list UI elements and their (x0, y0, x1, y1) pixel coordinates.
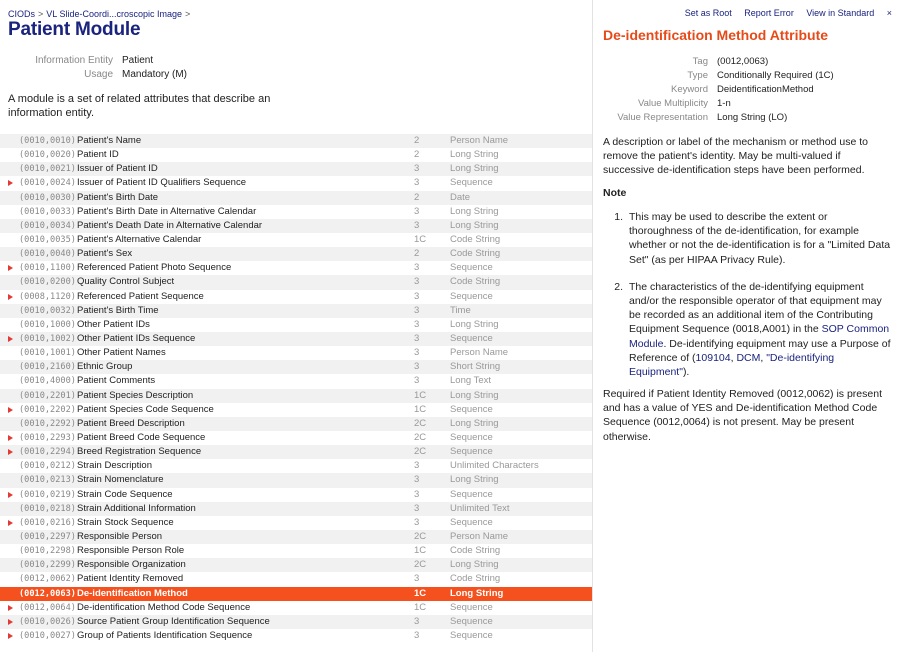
attribute-tag: (0010,2297) (19, 531, 76, 542)
attribute-type: 2C (414, 559, 427, 571)
table-row[interactable] (0, 431, 592, 445)
table-row[interactable] (0, 318, 592, 332)
property-value: DeidentificationMethod (717, 84, 814, 95)
note-text-part: . De-identifying equipment may use a Purpose of Reference of ( (629, 337, 891, 364)
attribute-vr: Long String (450, 205, 499, 217)
property-row (593, 83, 834, 97)
attribute-tag: (0010,0024) (19, 178, 76, 189)
table-row[interactable] (0, 134, 592, 148)
attribute-type: 2C (414, 530, 427, 542)
property-row (593, 97, 834, 111)
attribute-type: 1C (414, 601, 427, 613)
table-row[interactable] (0, 488, 592, 502)
attribute-tag: (0010,2294) (19, 447, 76, 458)
attribute-vr: Long String (450, 559, 499, 571)
property-value: (0012,0063) (717, 56, 769, 67)
attribute-vr: Code String (450, 573, 501, 585)
meta-key: Information Entity (35, 55, 113, 66)
table-row[interactable] (0, 205, 592, 219)
attribute-type: 3 (414, 163, 420, 175)
attribute-tag: (0010,4000) (19, 376, 76, 387)
attribute-vr: Sequence (450, 290, 493, 302)
attribute-tag: (0010,1001) (19, 348, 76, 359)
breadcrumb (8, 9, 193, 19)
attribute-tag: (0008,1120) (19, 291, 76, 302)
table-row[interactable] (0, 233, 592, 247)
attribute-type: 3 (414, 347, 420, 359)
attribute-vr: Person Name (450, 530, 509, 542)
table-row[interactable] (0, 191, 592, 205)
code-meaning-link[interactable]: "De-identifying Equipment" (629, 351, 835, 379)
attribute-vr: Long String (450, 389, 499, 401)
attribute-name: Other Patient IDs Sequence (77, 332, 196, 344)
attribute-vr: Sequence (450, 177, 493, 189)
breadcrumb-iod[interactable]: VL Slide-Coordi...croscopic Image (46, 9, 182, 19)
attribute-vr: Date (450, 191, 471, 203)
attribute-vr: Long String (450, 318, 499, 330)
attribute-type: 3 (414, 460, 420, 472)
coding-scheme-link[interactable]: DCM (736, 351, 761, 364)
attribute-vr: Sequence (450, 403, 493, 415)
table-row[interactable] (0, 304, 592, 318)
attribute-name: Responsible Organization (77, 559, 186, 571)
table-row[interactable] (0, 346, 592, 360)
property-key: Value Multiplicity (637, 98, 708, 109)
table-row[interactable] (0, 572, 592, 586)
table-row[interactable] (0, 558, 592, 572)
attribute-name: Issuer of Patient ID Qualifiers Sequence (77, 177, 246, 189)
attribute-name: Patient Identity Removed (77, 573, 184, 585)
attribute-tag: (0010,0021) (19, 164, 76, 175)
table-row[interactable] (0, 473, 592, 487)
meta-row (0, 68, 187, 82)
table-row[interactable] (0, 275, 592, 289)
attribute-tag: (0010,0034) (19, 220, 76, 231)
attribute-vr: Code String (450, 248, 501, 260)
attribute-tag: (0012,0064) (19, 602, 76, 613)
attribute-vr: Long String (450, 163, 499, 175)
attribute-tag: (0010,2298) (19, 546, 76, 557)
attribute-name: Issuer of Patient ID (77, 163, 158, 175)
attribute-name: Patient's Birth Date in Alternative Calendar (77, 205, 257, 217)
table-row[interactable] (0, 516, 592, 530)
attribute-name: Other Patient IDs (77, 318, 150, 330)
attribute-vr: Sequence (450, 488, 493, 500)
attribute-tag: (0010,0212) (19, 461, 76, 472)
attribute-vr: Person Name (450, 135, 509, 146)
note-item (603, 280, 893, 379)
attribute-type: 3 (414, 177, 420, 189)
attribute-tag: (0010,1100) (19, 263, 76, 274)
meta-row (0, 54, 187, 68)
attribute-type: 1C (414, 389, 427, 401)
table-row[interactable] (0, 162, 592, 176)
attribute-type: 3 (414, 516, 420, 528)
expand-arrow-icon[interactable] (8, 492, 13, 498)
close-icon[interactable]: × (886, 8, 892, 18)
breadcrumb-ciods[interactable]: CIODs (8, 9, 35, 19)
table-row[interactable] (0, 615, 592, 629)
attribute-vr: Long String (450, 149, 499, 161)
attribute-vr: Long String (450, 219, 499, 231)
attribute-vr: Sequence (450, 615, 493, 627)
attribute-tag: (0010,2160) (19, 362, 76, 373)
attribute-vr: Code String (450, 233, 501, 245)
table-row[interactable] (0, 148, 592, 162)
attribute-tag: (0010,0030) (19, 192, 76, 203)
table-row[interactable] (0, 417, 592, 431)
property-key: Value Representation (617, 112, 708, 123)
expand-arrow-icon[interactable] (8, 435, 13, 441)
expand-arrow-icon[interactable] (8, 294, 13, 300)
property-row (593, 69, 834, 83)
attribute-type: 1C (414, 545, 427, 557)
attribute-type: 2 (414, 191, 420, 203)
attribute-name: De-identification Method Code Sequence (77, 601, 251, 613)
attribute-type: 2 (414, 135, 420, 146)
note-number: 1. (614, 211, 623, 223)
table-row[interactable] (0, 601, 592, 615)
attribute-tag: (0010,0040) (19, 249, 76, 260)
attribute-type: 3 (414, 474, 420, 486)
breadcrumb-separator: > (185, 9, 191, 19)
attribute-name: Referenced Patient Sequence (77, 290, 204, 302)
attribute-name: Patient Breed Description (77, 417, 185, 429)
note-text (629, 280, 893, 379)
attribute-vr: Code String (450, 545, 501, 557)
table-row[interactable] (0, 459, 592, 473)
property-value: Long String (LO) (717, 112, 788, 123)
meta-key: Usage (84, 69, 113, 80)
attribute-type: 2C (414, 417, 427, 429)
attribute-detail-panel (592, 0, 900, 652)
attribute-name: Patient Comments (77, 375, 156, 387)
attribute-name: Breed Registration Sequence (77, 446, 202, 458)
attribute-vr: Long Text (450, 375, 492, 387)
attribute-type: 3 (414, 332, 420, 344)
attribute-type: 3 (414, 205, 420, 217)
attribute-type: 3 (414, 615, 420, 627)
attribute-vr: Sequence (450, 516, 493, 528)
property-key: Tag (692, 56, 708, 67)
attribute-tag: (0010,0032) (19, 305, 76, 316)
table-row[interactable] (0, 530, 592, 544)
attribute-name: Strain Additional Information (77, 502, 196, 514)
note-text-part: ). (682, 366, 690, 379)
expand-arrow-icon[interactable] (8, 449, 13, 455)
attribute-type: 1C (414, 587, 427, 599)
attribute-type: 3 (414, 375, 420, 387)
attribute-type: 3 (414, 262, 420, 274)
expand-arrow-icon[interactable] (8, 407, 13, 413)
attribute-name: Quality Control Subject (77, 276, 175, 288)
attribute-table (0, 134, 592, 643)
note-heading: Note (603, 187, 627, 199)
breadcrumb-separator: > (38, 9, 44, 19)
report-error-link[interactable]: Report Error (744, 8, 794, 18)
attribute-type: 2 (414, 248, 420, 260)
attribute-tag: (0012,0062) (19, 574, 76, 585)
note-text-part: , (760, 351, 767, 364)
attribute-name: Responsible Person Role (77, 545, 185, 557)
attribute-name: De-identification Method (77, 587, 188, 599)
attribute-type: 3 (414, 290, 420, 302)
attribute-type: 3 (414, 219, 420, 231)
expand-arrow-icon[interactable] (8, 180, 13, 186)
attribute-tag: (0010,2299) (19, 560, 76, 571)
attribute-tag: (0010,1000) (19, 319, 76, 330)
attribute-name: Patient Breed Code Sequence (77, 431, 206, 443)
attribute-name: Patient's Sex (77, 248, 133, 260)
table-row[interactable] (0, 176, 592, 190)
table-row[interactable] (0, 403, 592, 417)
attribute-vr: Long String (450, 417, 499, 429)
property-row (593, 111, 834, 125)
attribute-type: 3 (414, 488, 420, 500)
attribute-type: 2C (414, 431, 427, 443)
expand-arrow-icon[interactable] (8, 619, 13, 625)
expand-arrow-icon[interactable] (8, 605, 13, 611)
attribute-type: 3 (414, 318, 420, 330)
note-text-part: The characteristics of the de-identifying equipment and/or the responsible operator of that equipment may be recorded as an additional item of the Contributing Equipment Sequence (0018,A001) in the (629, 280, 882, 336)
note-number: 2. (614, 280, 623, 293)
table-row[interactable] (0, 332, 592, 346)
expand-arrow-icon[interactable] (8, 336, 13, 342)
attribute-tag: (0010,0200) (19, 277, 76, 288)
attribute-tag: (0010,0035) (19, 234, 76, 245)
attribute-tag: (0010,0219) (19, 489, 76, 500)
attribute-name: Group of Patients Identification Sequence (77, 629, 253, 641)
attribute-vr: Sequence (450, 446, 493, 458)
attribute-name: Patient Species Description (77, 389, 194, 401)
attribute-name: Patient's Alternative Calendar (77, 233, 202, 245)
attribute-vr: Unlimited Text (450, 502, 510, 514)
attribute-tag: (0010,0010) (19, 136, 76, 146)
attribute-vr: Sequence (450, 601, 493, 613)
table-row[interactable] (0, 629, 592, 643)
attribute-type: 2 (414, 149, 420, 161)
attribute-vr: Sequence (450, 262, 493, 274)
property-value: Conditionally Required (1C) (717, 70, 834, 81)
attribute-vr: Sequence (450, 332, 493, 344)
attribute-vr: Unlimited Characters (450, 460, 539, 472)
property-key: Keyword (671, 84, 708, 95)
sop-common-module-link[interactable]: SOP Common Module (629, 323, 890, 350)
attribute-tag: (0010,0026) (19, 616, 76, 627)
attribute-tag: (0010,2293) (19, 432, 76, 443)
meta-value: Mandatory (M) (122, 69, 188, 80)
attribute-name: Strain Description (77, 460, 152, 472)
view-in-standard-link[interactable]: View in Standard (806, 8, 875, 18)
attribute-name: Referenced Patient Photo Sequence (77, 262, 232, 274)
attribute-name: Patient's Death Date in Alternative Calendar (77, 219, 263, 231)
attribute-type: 3 (414, 573, 420, 585)
module-meta (0, 54, 187, 82)
attribute-name: Strain Code Sequence (77, 488, 173, 500)
attribute-type: 3 (414, 629, 420, 641)
meta-value: Patient (122, 55, 154, 66)
expand-arrow-icon[interactable] (8, 520, 13, 526)
attribute-name: Ethnic Group (77, 361, 133, 373)
attribute-tag: (0010,2202) (19, 404, 76, 415)
attribute-name: Strain Nomenclature (77, 474, 164, 486)
attribute-vr: Short String (450, 361, 501, 373)
attribute-vr: Long String (450, 587, 504, 599)
attribute-name: Source Patient Group Identification Sequence (77, 615, 270, 627)
attribute-type: 3 (414, 361, 420, 373)
attribute-properties (593, 55, 834, 125)
attribute-tag: (0010,0033) (19, 206, 76, 217)
table-row[interactable] (0, 502, 592, 516)
attribute-name: Patient Species Code Sequence (77, 403, 214, 415)
property-row (593, 55, 834, 69)
attribute-tag: (0010,0216) (19, 517, 76, 528)
attribute-name: Patient ID (77, 149, 119, 161)
attribute-tag: (0010,0020) (19, 150, 76, 161)
set-as-root-link[interactable]: Set as Root (684, 8, 732, 18)
table-row[interactable] (0, 374, 592, 388)
attribute-vr: Time (450, 304, 471, 316)
table-row[interactable] (0, 445, 592, 459)
page-title: Patient Module (8, 19, 141, 40)
table-row[interactable] (0, 247, 592, 261)
property-value: 1-n (717, 98, 731, 109)
notes-list (603, 210, 893, 392)
attribute-type: 2C (414, 446, 427, 458)
table-row[interactable] (0, 360, 592, 374)
module-description: A module is a set of related attributes that describe an information entity. (8, 93, 271, 119)
table-row-selected[interactable] (0, 587, 592, 601)
code-value-link[interactable]: 109104 (695, 351, 731, 364)
property-key: Type (687, 70, 708, 81)
attribute-name: Patient's Birth Time (77, 304, 159, 316)
attribute-vr: Long String (450, 474, 499, 486)
note-text-part: , (730, 351, 737, 364)
attribute-name: Responsible Person (77, 530, 163, 542)
attribute-type: 3 (414, 502, 420, 514)
attribute-vr: Sequence (450, 629, 493, 641)
attribute-tag: (0010,0027) (19, 630, 76, 641)
table-row[interactable] (0, 261, 592, 275)
attribute-description: A description or label of the mechanism or method use to remove the patient's identity. May be multi-valued if successive de-identification steps have been performed. (603, 136, 868, 177)
expand-arrow-icon[interactable] (8, 265, 13, 271)
panel-toolbar (675, 8, 892, 18)
table-row[interactable] (0, 219, 592, 233)
attribute-tag: (0010,0213) (19, 475, 76, 486)
attribute-name: Strain Stock Sequence (77, 516, 174, 528)
attribute-tag: (0010,0218) (19, 503, 76, 514)
attribute-tag: (0012,0063) (19, 588, 76, 599)
attribute-name: Patient's Birth Date (77, 191, 159, 203)
attribute-type: 3 (414, 304, 420, 316)
attribute-name: Other Patient Names (77, 347, 166, 359)
attribute-title: De-identification Method Attribute (603, 27, 829, 43)
table-row[interactable] (0, 290, 592, 304)
attribute-type: 1C (414, 233, 427, 245)
attribute-tag: (0010,1002) (19, 333, 76, 344)
expand-arrow-icon[interactable] (8, 633, 13, 639)
attribute-vr: Code String (450, 276, 501, 288)
attribute-name: Patient's Name (77, 135, 142, 146)
attribute-type: 1C (414, 403, 427, 415)
table-row[interactable] (0, 544, 592, 558)
attribute-type: 3 (414, 276, 420, 288)
note-item (603, 210, 893, 267)
table-row[interactable] (0, 389, 592, 403)
attribute-tag: (0010,2292) (19, 418, 76, 429)
attribute-vr: Person Name (450, 347, 509, 359)
note-text: This may be used to describe the extent or thoroughness of the de-identification, for example whether or not the de-identification is for a "Limited Data Set" (as per HIPAA Privacy Rule). (629, 211, 891, 266)
attribute-tag: (0010,2201) (19, 390, 76, 401)
attribute-vr: Sequence (450, 431, 493, 443)
attribute-condition: Required if Patient Identity Removed (0012,0062) is present and has a value of YES and De-identification Method Code Sequence (0012,0064) is not present. May be present otherwise. (603, 388, 882, 443)
